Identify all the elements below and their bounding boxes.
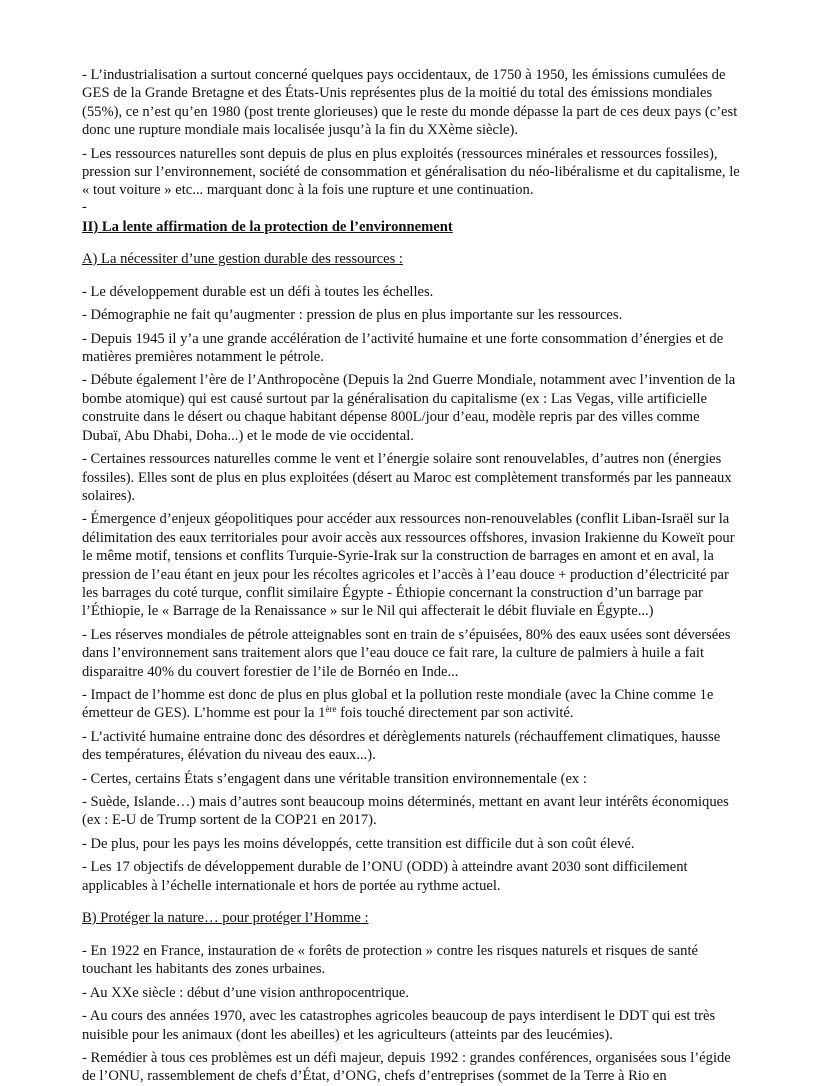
list-item: - En 1922 en France, instauration de « forêts de protection » contre les risques naturels et risques de santé touchant les habitants des zones urbaines. xyxy=(82,943,698,978)
list-item: - Le développement durable est un défi à toutes les échelles. xyxy=(82,283,434,300)
list-item: - Débute également l’ère de l’Anthropocène (Depuis la 2nd Guerre Mondiale, notamment avec l’invention de la bombe atomique) qui est causé surtout par la généralisation du capitalisme (ex : Las Vegas, ville artificielle construite dans le désert ou chaque habitant dépense 800L/jour d’eau, modèle repris par des villes comme Dubaï, Abu Dhabi, Doha...) et le mode de vie occidental. xyxy=(82,372,736,444)
subsection-b-title: B) Protéger la nature… pour protéger l’Homme : xyxy=(82,910,369,927)
section-title: II) La lente affirmation de la protection de l’environnement xyxy=(82,218,453,235)
intro-paragraph-1: - L’industrialisation a surtout concerné quelques pays occidentaux, de 1750 à 1950, les émissions cumulées de GES de la Grande Bretagne et des États-Unis représentes plus de la moitié du total des émissions mondiales (55%), ce n’est qu’en 1980 (post trente glorieuses) que le reste du monde dépasse la part de ces deux pays (c’est donc une rupture mondiale mais localisée jusqu’à la fin du XXème siècle). xyxy=(82,67,738,139)
list-item: - De plus, pour les pays les moins développés, cette transition est difficile dut à son coût élevé. xyxy=(82,835,635,852)
list-item: - Au XXe siècle : début d’une vision anthropocentrique. xyxy=(82,984,410,1001)
impact-superscript: ère xyxy=(325,704,337,715)
subsection-a-title: A) La nécessiter d’une gestion durable des ressources : xyxy=(82,250,403,267)
list-item: - Certaines ressources naturelles comme le vent et l’énergie solaire sont renouvelables, d’autres non (énergies fossiles). Elles sont de plus en plus exploitées (désert au Maroc est complètement transformés par les panneaux solaires). xyxy=(82,451,732,504)
list-item: - Au cours des années 1970, avec les catastrophes agricoles beaucoup de pays interdisent le DDT qui est très nuisible pour les animaux (dont les abeilles) et les agriculteurs (atteints par des leucémies). xyxy=(82,1008,716,1043)
list-item: - Émergence d’enjeux géopolitiques pour accéder aux ressources non-renouvelables (conflit Liban-Israël sur la délimitation des eaux territoriales pour avoir accès aux ressources offshores, invasion Irakienne du Koweït pour le même motif, tensions et conflits Turquie-Syrie-Irak sur la construction de barrages en amont et en aval, la pression de l’eau étant en jeux pour les récoltes agricoles et l’accès à l’eau douce + production d’électricité par les barrages du coté turque, conflit similaire Égypte - Éthiopie concernant la construction d’un barrage par l’Éthiopie, le « Barrage de la Renaissance » sur le Nil qui affecterait le débit fluviale en Égypte...) xyxy=(82,511,735,620)
intro-paragraph-2: - Les ressources naturelles sont depuis de plus en plus exploités (ressources minérales et ressources fossiles), pression sur l’environnement, société de consommation et généralisation du néo-libéralisme et du capitalisme, le « tout voiture » etc... marquant donc à la fois une rupture et une continuation. xyxy=(82,145,740,199)
list-item: - Suède, Islande…) mais d’autres sont beaucoup moins déterminés, mettant en avant leur intérêts économiques (ex : E-U de Trump sortent de la COP21 en 2017). xyxy=(82,794,729,829)
list-item: - Les réserves mondiales de pétrole atteignables sont en train de s’épuisées, 80% des eaux usées sont déversées dans l’environnement sans traitement alors que l’eau douce ce fait rare, la culture de palmiers à huile a fait disparaitre 40% du couvert forestier de l’ile de Bornéo en Inde... xyxy=(82,626,731,680)
list-item: - Remédier à tous ces problèmes est un défi majeur, depuis 1992 : grandes conférences, organisées sous l’égide de l’ONU, rassemblement de chefs d’État, d’ONG, chefs d’entreprises (sommet de la Terre à Rio en xyxy=(82,1050,731,1085)
separator-dash: - xyxy=(82,198,87,215)
list-item: - Depuis 1945 il y’a une grande accélération de l’activité humaine et une forte consommation d’énergies et de matières premières notamment le pétrole. xyxy=(82,330,724,366)
list-item: - Certes, certains États s’engagent dans une véritable transition environnementale (ex : xyxy=(82,770,587,787)
impact-text-after: fois touché directement par son activité. xyxy=(336,705,574,722)
list-item-impact xyxy=(82,686,742,723)
list-item: - Les 17 objectifs de développement durable de l’ONU (ODD) à atteindre avant 2030 sont difficilement applicables à l’échelle internationale et hors de portée au rythme actuel. xyxy=(82,859,688,894)
list-item: - L’activité humaine entraine donc des désordres et dérèglements naturels (réchauffement climatiques, hausse des températures, élévation du niveau des eaux...). xyxy=(82,728,721,764)
impact-text-before: - Impact de l’homme est donc de plus en plus global et la pollution reste mondiale (avec la Chine comme 1e émetteur de GES). L’homme est pour la 1 xyxy=(82,686,714,722)
list-item: - Démographie ne fait qu’augmenter : pression de plus en plus importante sur les ressources. xyxy=(82,307,623,324)
